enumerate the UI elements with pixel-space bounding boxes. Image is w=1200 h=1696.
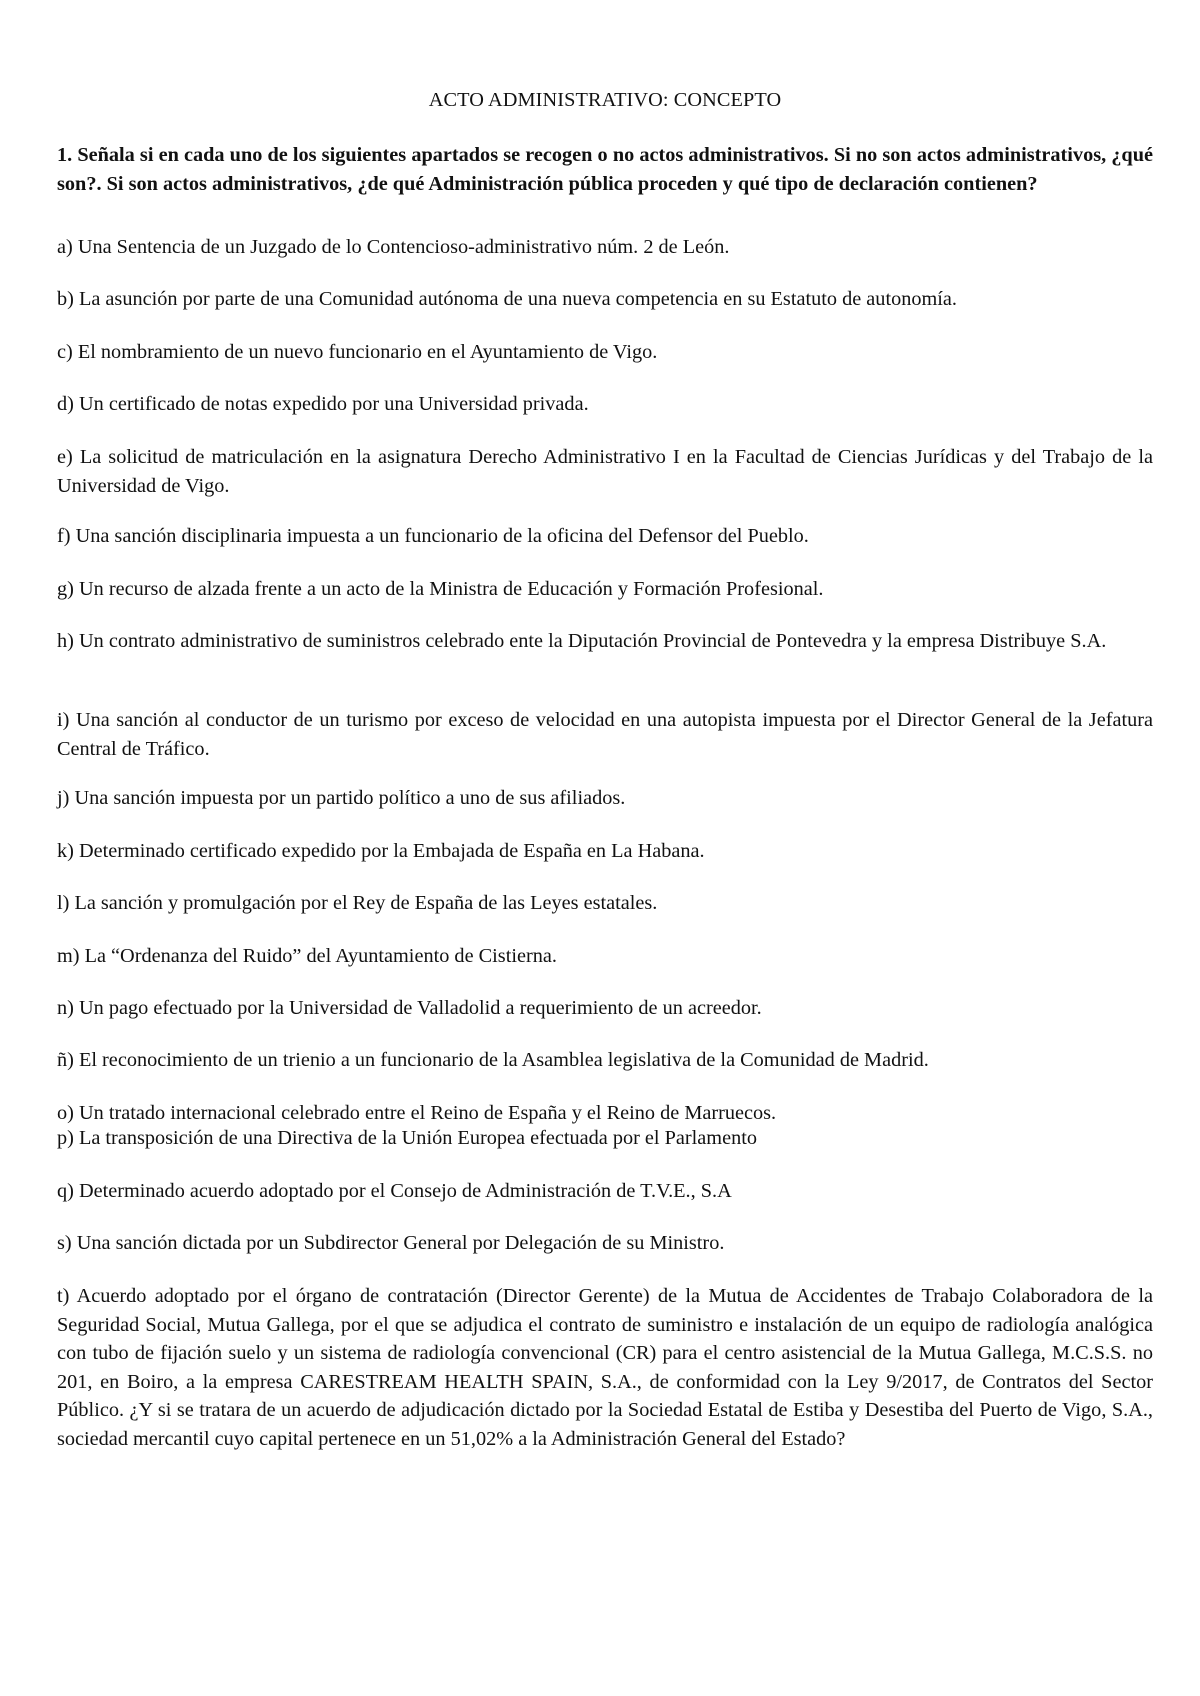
item-q: q) Determinado acuerdo adoptado por el Consejo de Administración de T.V.E., S.A bbox=[57, 1180, 732, 1202]
item-enye: ñ) El reconocimiento de un trienio a un funcionario de la Asamblea legislativa de la Comunidad de Madrid. bbox=[57, 1049, 929, 1071]
item-a: a) Una Sentencia de un Juzgado de lo Contencioso-administrativo núm. 2 de León. bbox=[57, 236, 730, 258]
item-i: i) Una sanción al conductor de un turismo por exceso de velocidad en una autopista impuesta por el Director General de la Jefatura Central de Tráfico. bbox=[57, 709, 1153, 760]
item-c: c) El nombramiento de un nuevo funcionario en el Ayuntamiento de Vigo. bbox=[57, 341, 658, 363]
item-s: s) Una sanción dictada por un Subdirector General por Delegación de su Ministro. bbox=[57, 1232, 725, 1254]
item-g: g) Un recurso de alzada frente a un acto de la Ministra de Educación y Formación Profesional. bbox=[57, 578, 824, 600]
question-statement: 1. Señala si en cada uno de los siguientes apartados se recogen o no actos administrativos. Si no son actos administrativos, ¿qué son?. Si son actos administrativos, ¿de qué Administración pública proceden y qué tipo de declaración contienen? bbox=[57, 144, 1153, 195]
item-k: k) Determinado certificado expedido por la Embajada de España en La Habana. bbox=[57, 840, 705, 862]
item-j: j) Una sanción impuesta por un partido político a uno de sus afiliados. bbox=[57, 787, 626, 809]
item-p: p) La transposición de una Directiva de la Unión Europea efectuada por el Parlamento bbox=[57, 1127, 757, 1149]
item-b: b) La asunción por parte de una Comunidad autónoma de una nueva competencia en su Estatuto de autonomía. bbox=[57, 288, 957, 310]
item-n: n) Un pago efectuado por la Universidad de Valladolid a requerimiento de un acreedor. bbox=[57, 997, 762, 1019]
item-d: d) Un certificado de notas expedido por una Universidad privada. bbox=[57, 393, 589, 415]
item-o: o) Un tratado internacional celebrado entre el Reino de España y el Reino de Marruecos. bbox=[57, 1102, 777, 1124]
item-l: l) La sanción y promulgación por el Rey de España de las Leyes estatales. bbox=[57, 892, 658, 914]
document-title: ACTO ADMINISTRATIVO: CONCEPTO bbox=[428, 89, 782, 111]
item-e: e) La solicitud de matriculación en la asignatura Derecho Administrativo I en la Facultad de Ciencias Jurídicas y del Trabajo de la Universidad de Vigo. bbox=[57, 446, 1153, 497]
item-h: h) Un contrato administrativo de suministros celebrado ente la Diputación Provincial de Pontevedra y la empresa Distribuye S.A. bbox=[57, 630, 1107, 652]
item-f: f) Una sanción disciplinaria impuesta a un funcionario de la oficina del Defensor del Pueblo. bbox=[57, 525, 809, 547]
item-m: m) La “Ordenanza del Ruido” del Ayuntamiento de Cistierna. bbox=[57, 945, 557, 967]
item-t: t) Acuerdo adoptado por el órgano de contratación (Director Gerente) de la Mutua de Accidentes de Trabajo Colaboradora de la Seguridad Social, Mutua Gallega, por el que se adjudica el contrato de suministro e instalación de un equipo de radiología analógica con tubo de fijación suelo y un sistema de radiología convencional (CR) para el centro asistencial de la Mutua Gallega, M.C.S.S. no 201, en Boiro, a la empresa CARESTREAM HEALTH SPAIN, S.A., de conformidad con la Ley 9/2017, de Contratos del Sector Público. ¿Y si se tratara de un acuerdo de adjudicación dictado por la Sociedad Estatal de Estiba y Desestiba del Puerto de Vigo, S.A., sociedad mercantil cuyo capital pertenece en un 51,02% a la Administración General del Estado? bbox=[57, 1285, 1153, 1450]
